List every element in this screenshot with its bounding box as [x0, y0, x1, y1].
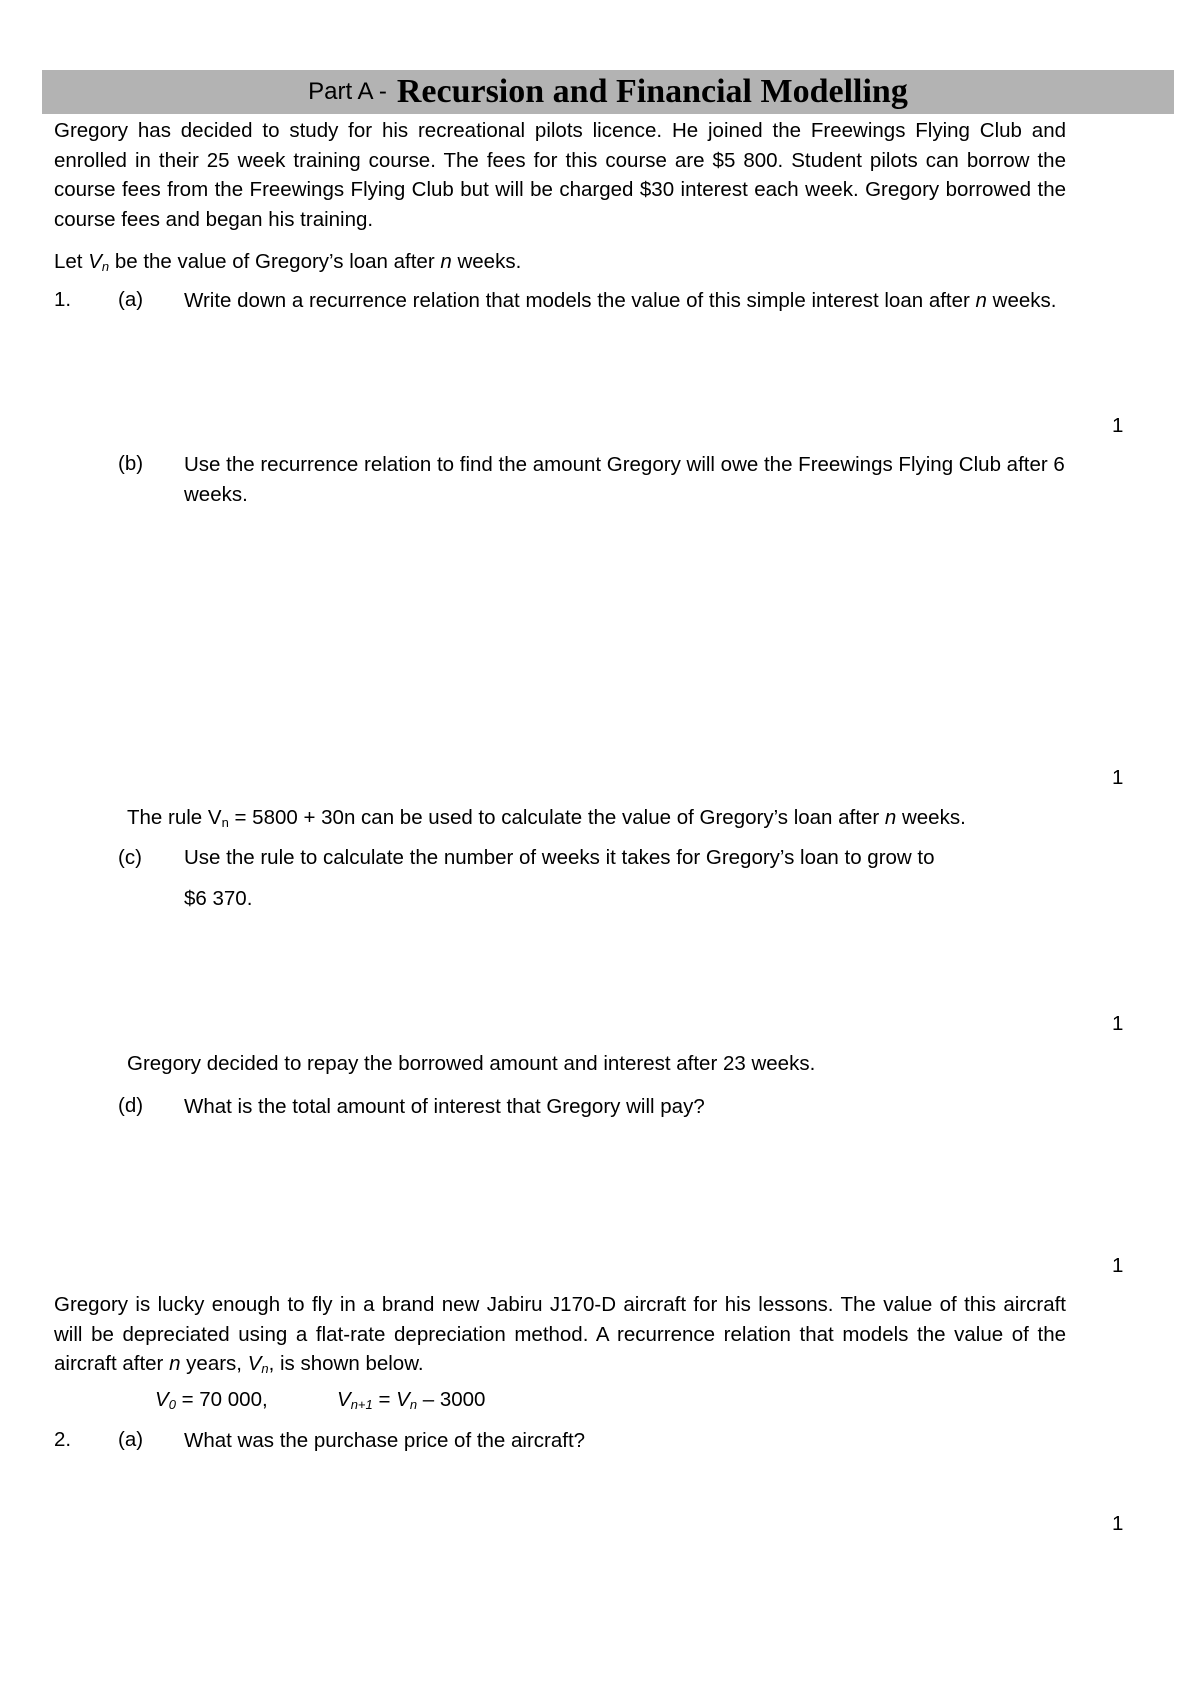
recurrence-equation: $V_{n+1} = V_n - 3000$	[337, 1388, 486, 1412]
question-1b-label: (b)	[118, 452, 144, 475]
let-statement: Let $V_n$ be the value of Gregory’s loan after n weeks.	[54, 250, 522, 274]
initial-value-equation: $V_0 = 70$ 000,	[155, 1388, 268, 1412]
repay-statement: Gregory decided to repay the borrowed amount and interest after 23 weeks.	[127, 1052, 816, 1075]
question-1a-text: Write down a recurrence relation that models the value of this simple interest loan after n weeks.	[184, 289, 1057, 312]
question-1c-label: (c)	[118, 846, 142, 869]
question-1-number: 1.	[54, 288, 72, 311]
question-2a-label: (a)	[118, 1428, 144, 1451]
intro-paragraph: Gregory has decided to study for his recreational pilots licence. He joined the Freewings Flying Club and enrolled in their 25 week training course. The fees for this course are $5 800. Student pilots can borrow the course fees from the Freewings Flying Club but will be charged $30 interest each week. Gregory borrowed the course fees and began his training.	[54, 119, 1066, 231]
question-2a-mark: 1	[1112, 1512, 1124, 1535]
section-header	[42, 70, 1174, 114]
section-title: Recursion and Financial Modelling	[396, 73, 908, 110]
question-2-intro: Gregory is lucky enough to fly in a brand new Jabiru J170-D aircraft for his lessons. The value of this aircraft will be depreciated using a flat-rate depreciation method. A recurrence relation that models the value of the aircraft after n years, $V_n$, is shown below.	[54, 1293, 1066, 1376]
question-1c-mark: 1	[1112, 1012, 1124, 1035]
question-1c-text-continued: $6 370.	[184, 887, 253, 910]
question-1d-mark: 1	[1112, 1254, 1124, 1277]
question-1b-text: Use the recurrence relation to find the amount Gregory will owe the Freewings Flying Club after 6 weeks.	[184, 453, 1065, 506]
question-1a-mark: 1	[1112, 414, 1124, 437]
question-2-number: 2.	[54, 1428, 72, 1451]
rule-statement: The rule $V_n = 5800 + 30n$ can be used to calculate the value of Gregory’s loan after n weeks.	[127, 806, 966, 830]
question-1c-text: Use the rule to calculate the number of weeks it takes for Gregory’s loan to grow to	[184, 846, 935, 869]
question-1d-label: (d)	[118, 1094, 144, 1117]
question-1b-mark: 1	[1112, 766, 1124, 789]
question-2a-text: What was the purchase price of the aircraft?	[184, 1429, 586, 1452]
part-label: Part A -	[308, 78, 387, 105]
question-1d-text: What is the total amount of interest that Gregory will pay?	[184, 1095, 705, 1118]
question-1a-label: (a)	[118, 288, 144, 311]
